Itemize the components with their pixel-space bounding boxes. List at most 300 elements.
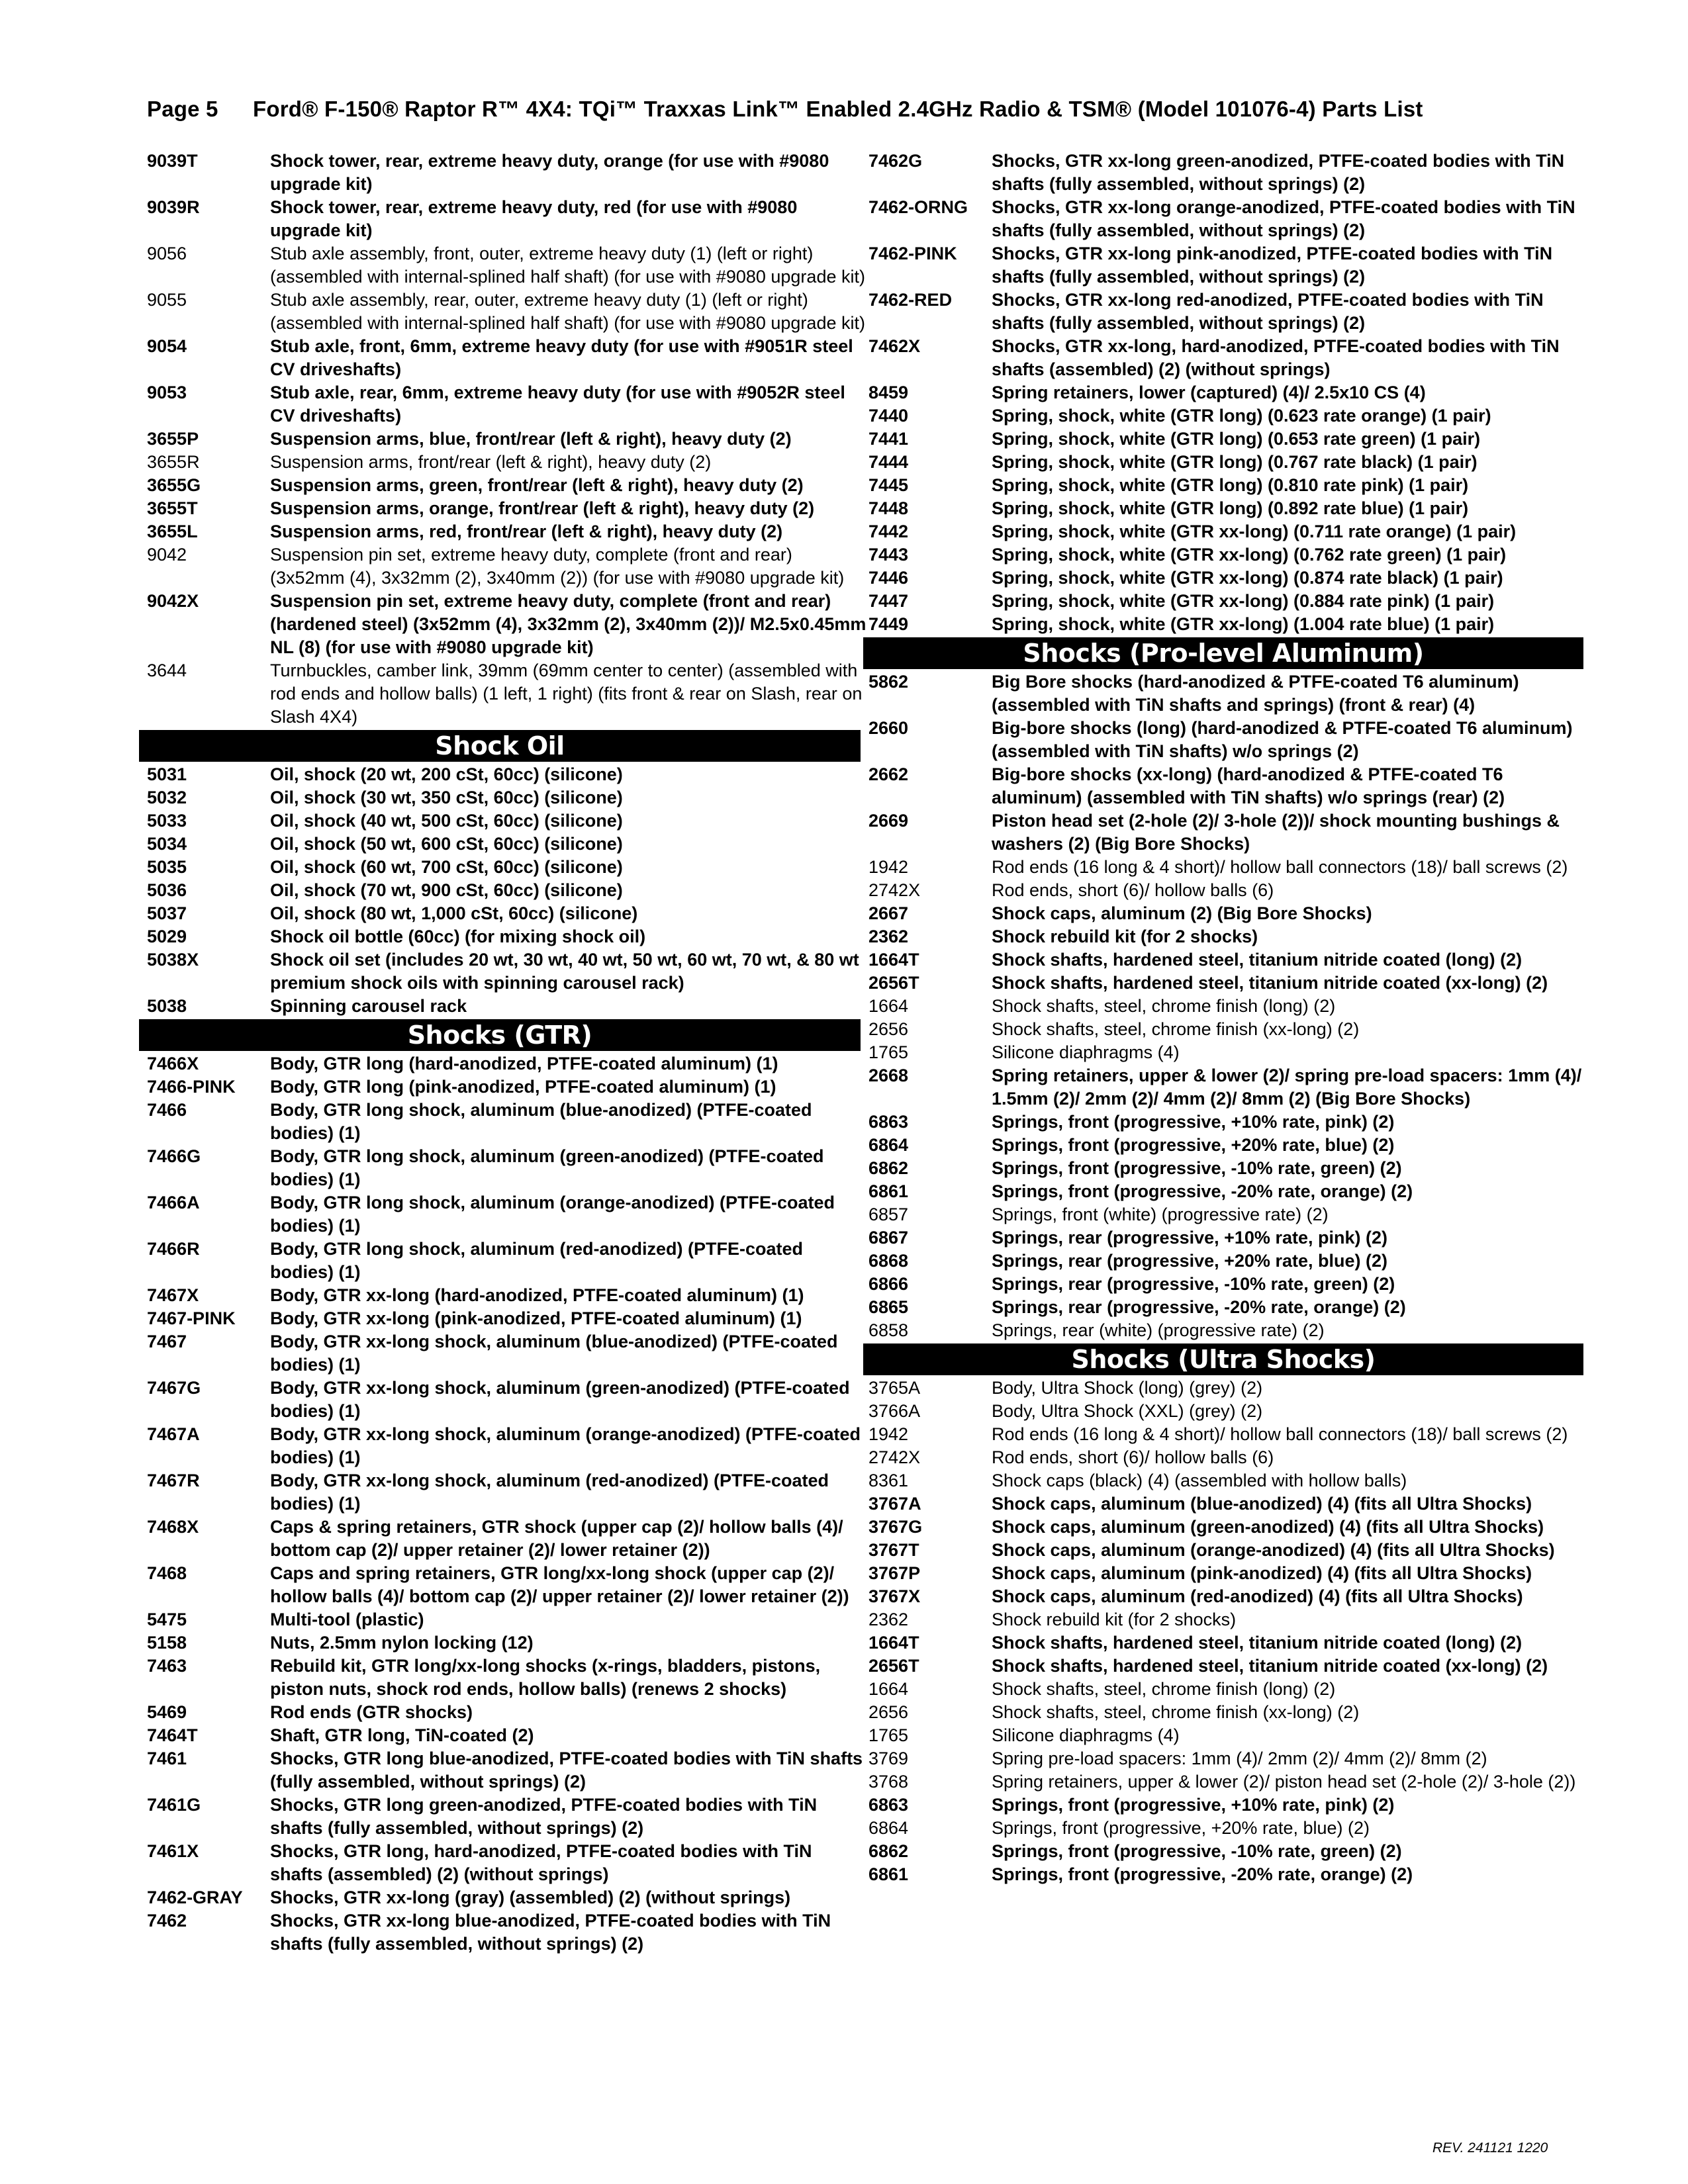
part-description: Spinning carousel rack — [270, 996, 467, 1016]
part-description: Shocks, GTR xx-long (gray) (assembled) (2) (without springs) — [270, 1888, 791, 1907]
part-description: Spring, shock, white (GTR xx-long) (0.762 rate green) (1 pair) — [992, 545, 1507, 565]
part-number: 7442 — [868, 522, 909, 541]
part-row — [868, 520, 1590, 543]
part-description: Rod ends (16 long & 4 short)/ hollow ball connectors (18)/ ball screws (2) — [992, 857, 1568, 877]
part-description: Stub axle, front, 6mm, extreme heavy duty (for use with #9051R steel CV driveshafts) — [270, 336, 853, 379]
part-description: Rebuild kit, GTR long/xx-long shocks (x-rings, bladders, pistons, piston nuts, shock rod ends, hollow balls) (renews 2 shocks) — [270, 1656, 821, 1699]
part-number: 3767P — [868, 1563, 921, 1583]
part-description: Shock shafts, hardened steel, titanium nitride coated (xx-long) (2) — [992, 973, 1548, 993]
section-banner: Shocks (GTR) — [139, 1019, 861, 1051]
part-row — [868, 1469, 1590, 1492]
part-number: 1664T — [868, 950, 919, 970]
part-number: 7464T — [147, 1725, 198, 1745]
part-row — [868, 404, 1590, 428]
part-description: Oil, shock (20 wt, 200 cSt, 60cc) (silicone) — [270, 764, 623, 784]
part-row — [147, 1655, 868, 1701]
part-row — [868, 1041, 1590, 1064]
part-description: Springs, rear (progressive, -20% rate, orange) (2) — [992, 1297, 1406, 1317]
part-row — [868, 1423, 1590, 1446]
part-number: 1664 — [868, 996, 909, 1016]
part-row — [868, 1539, 1590, 1562]
part-number: 7449 — [868, 614, 909, 634]
part-number: 3767X — [868, 1586, 921, 1606]
part-number: 7467 — [147, 1332, 187, 1351]
part-number: 9053 — [147, 383, 187, 402]
part-number: 7462-PINK — [868, 244, 957, 263]
part-number: 1942 — [868, 1424, 909, 1444]
part-number: 6867 — [868, 1228, 909, 1248]
part-number: 2668 — [868, 1066, 909, 1085]
part-number: 2669 — [868, 811, 909, 831]
part-row — [868, 717, 1590, 763]
part-row — [147, 474, 868, 497]
part-description: Shocks, GTR long, hard-anodized, PTFE-coated bodies with TiN shafts (assembled) (2) (without springs) — [270, 1841, 812, 1884]
part-number: 5029 — [147, 927, 187, 946]
section-banner: Shock Oil — [139, 730, 861, 762]
part-description: Stub axle assembly, rear, outer, extreme heavy duty (1) (left or right) (assembled with internal-splined half shaft) (for use with #9080 upgrade kit) — [270, 290, 865, 333]
part-description: Spring retainers, lower (captured) (4)/ 2.5x10 CS (4) — [992, 383, 1426, 402]
part-number: 9042 — [147, 545, 187, 565]
part-row — [868, 1319, 1590, 1342]
part-row — [868, 1631, 1590, 1655]
part-row — [147, 428, 868, 451]
part-row — [868, 1377, 1590, 1400]
part-row — [868, 1608, 1590, 1631]
part-number: 2362 — [868, 927, 909, 946]
part-row — [868, 150, 1590, 196]
part-row — [868, 335, 1590, 381]
part-description: Shocks, GTR xx-long blue-anodized, PTFE-coated bodies with TiN shafts (fully assembled, without springs) (2) — [270, 1911, 831, 1954]
part-row — [868, 497, 1590, 520]
part-description: Spring, shock, white (GTR xx-long) (0.884 rate pink) (1 pair) — [992, 591, 1495, 611]
part-number: 3655T — [147, 498, 198, 518]
part-description: Body, GTR long (hard-anodized, PTFE-coated aluminum) (1) — [270, 1054, 778, 1073]
part-description: Spring, shock, white (GTR long) (0.623 rate orange) (1 pair) — [992, 406, 1491, 426]
part-number: 7467-PINK — [147, 1308, 236, 1328]
part-number: 2660 — [868, 718, 909, 738]
part-row — [147, 856, 868, 879]
part-number: 7466R — [147, 1239, 200, 1259]
part-description: Rod ends (16 long & 4 short)/ hollow ball connectors (18)/ ball screws (2) — [992, 1424, 1568, 1444]
part-description: Springs, front (progressive, -10% rate, green) (2) — [992, 1158, 1402, 1178]
part-description: Body, GTR long (pink-anodized, PTFE-coated aluminum) (1) — [270, 1077, 776, 1097]
part-number: 7462-GRAY — [147, 1888, 243, 1907]
part-row — [868, 1585, 1590, 1608]
part-row — [868, 1180, 1590, 1203]
part-number: 5158 — [147, 1633, 187, 1653]
part-number: 3767T — [868, 1540, 919, 1560]
part-number: 3767A — [868, 1494, 921, 1514]
part-row — [147, 196, 868, 242]
part-number: 6857 — [868, 1205, 909, 1224]
part-description: Body, GTR xx-long shock, aluminum (blue-anodized) (PTFE-coated bodies) (1) — [270, 1332, 838, 1375]
part-row — [147, 497, 868, 520]
part-number: 6863 — [868, 1795, 909, 1815]
part-row — [147, 1747, 868, 1794]
part-row — [147, 1145, 868, 1191]
part-description: Rod ends (GTR shocks) — [270, 1702, 473, 1722]
part-row — [868, 196, 1590, 242]
part-description: Shock shafts, steel, chrome finish (xx-long) (2) — [992, 1702, 1360, 1722]
part-number: 6858 — [868, 1320, 909, 1340]
part-row — [147, 763, 868, 786]
part-description: Stub axle assembly, front, outer, extreme heavy duty (1) (left or right) (assembled with internal-splined half shaft) (for use with #9080 upgrade kit) — [270, 244, 865, 287]
part-description: Spring, shock, white (GTR xx-long) (0.874 rate black) (1 pair) — [992, 568, 1503, 588]
part-number: 7446 — [868, 568, 909, 588]
part-description: Springs, front (progressive, +10% rate, pink) (2) — [992, 1112, 1395, 1132]
part-description: Shocks, GTR xx-long green-anodized, PTFE-coated bodies with TiN shafts (fully assembled, without springs) (2) — [992, 151, 1565, 194]
part-description: Suspension arms, red, front/rear (left & right), heavy duty (2) — [270, 522, 783, 541]
part-description: Shock tower, rear, extreme heavy duty, red (for use with #9080 upgrade kit) — [270, 197, 798, 240]
part-row — [147, 520, 868, 543]
part-description: Shock shafts, hardened steel, titanium nitride coated (long) (2) — [992, 1633, 1523, 1653]
part-number: 6862 — [868, 1841, 909, 1861]
part-row — [868, 1273, 1590, 1296]
part-description: Multi-tool (plastic) — [270, 1610, 424, 1629]
part-row — [147, 590, 868, 659]
part-number: 2742X — [868, 880, 921, 900]
part-row — [147, 335, 868, 381]
part-row — [868, 1064, 1590, 1111]
part-row — [868, 763, 1590, 809]
part-description: Big-bore shocks (long) (hard-anodized & PTFE-coated T6 aluminum) (assembled with TiN shafts) w/o springs (2) — [992, 718, 1573, 761]
part-number: 5038X — [147, 950, 199, 970]
part-description: Shaft, GTR long, TiN-coated (2) — [270, 1725, 534, 1745]
part-row — [868, 1655, 1590, 1678]
part-row — [868, 428, 1590, 451]
part-number: 7462G — [868, 151, 923, 171]
part-number: 5031 — [147, 764, 187, 784]
part-description: Springs, rear (progressive, +10% rate, pink) (2) — [992, 1228, 1387, 1248]
part-row — [147, 1238, 868, 1284]
part-row — [147, 1794, 868, 1840]
part-number: 1765 — [868, 1725, 909, 1745]
part-number: 3655P — [147, 429, 199, 449]
part-description: Body, Ultra Shock (XXL) (grey) (2) — [992, 1401, 1263, 1421]
part-row — [147, 833, 868, 856]
part-row — [147, 925, 868, 948]
part-row — [868, 1701, 1590, 1724]
part-description: Suspension arms, orange, front/rear (left & right), heavy duty (2) — [270, 498, 815, 518]
part-number: 6861 — [868, 1864, 909, 1884]
part-number: 3765A — [868, 1378, 921, 1398]
part-number: 6868 — [868, 1251, 909, 1271]
part-description: Piston head set (2-hole (2)/ 3-hole (2))/ shock mounting bushings & washers (2) (Big Bore Shocks) — [992, 811, 1560, 854]
part-number: 5036 — [147, 880, 187, 900]
part-row — [868, 856, 1590, 879]
part-description: Big Bore shocks (hard-anodized & PTFE-coated T6 aluminum) (assembled with TiN shafts and springs) (front & rear) (4) — [992, 672, 1519, 715]
part-row — [868, 474, 1590, 497]
part-description: Springs, front (white) (progressive rate) (2) — [992, 1205, 1329, 1224]
part-number: 2362 — [868, 1610, 909, 1629]
part-number: 9055 — [147, 290, 187, 310]
part-row — [868, 1863, 1590, 1886]
part-number: 7467G — [147, 1378, 201, 1398]
part-row — [147, 995, 868, 1018]
part-description: Body, GTR xx-long shock, aluminum (orange-anodized) (PTFE-coated bodies) (1) — [270, 1424, 861, 1467]
part-description: Shocks, GTR xx-long pink-anodized, PTFE-coated bodies with TiN shafts (fully assembled, without springs) (2) — [992, 244, 1553, 287]
part-description: Body, GTR xx-long shock, aluminum (red-anodized) (PTFE-coated bodies) (1) — [270, 1471, 829, 1514]
part-number: 7462 — [147, 1911, 187, 1931]
part-number: 5037 — [147, 903, 187, 923]
part-description: Shock oil bottle (60cc) (for mixing shock oil) — [270, 927, 646, 946]
part-number: 2667 — [868, 903, 909, 923]
part-row — [868, 613, 1590, 636]
part-number: 3768 — [868, 1772, 909, 1792]
part-description: Spring retainers, upper & lower (2)/ piston head set (2-hole (2)/ 3-hole (2)) — [992, 1772, 1576, 1792]
part-row — [147, 879, 868, 902]
part-row — [147, 1099, 868, 1145]
part-number: 7443 — [868, 545, 909, 565]
part-description: Shock caps, aluminum (pink-anodized) (4) (fits all Ultra Shocks) — [992, 1563, 1532, 1583]
part-row — [147, 1284, 868, 1307]
part-number: 6861 — [868, 1181, 909, 1201]
part-number: 7468X — [147, 1517, 199, 1537]
part-number: 7462-RED — [868, 290, 953, 310]
part-row — [147, 1377, 868, 1423]
part-description: Shock caps, aluminum (blue-anodized) (4) (fits all Ultra Shocks) — [992, 1494, 1532, 1514]
part-number: 6863 — [868, 1112, 909, 1132]
part-number: 7466A — [147, 1193, 200, 1212]
part-row — [147, 1840, 868, 1886]
part-number: 3766A — [868, 1401, 921, 1421]
part-row — [868, 1446, 1590, 1469]
part-row — [868, 879, 1590, 902]
part-description: Shock rebuild kit (for 2 shocks) — [992, 1610, 1237, 1629]
part-row — [147, 1516, 868, 1562]
part-description: Springs, front (progressive, -20% rate, orange) (2) — [992, 1864, 1413, 1884]
part-row — [868, 1724, 1590, 1747]
part-number: 1942 — [868, 857, 909, 877]
part-description: Body, GTR xx-long shock, aluminum (green-anodized) (PTFE-coated bodies) (1) — [270, 1378, 850, 1421]
part-description: Body, GTR long shock, aluminum (blue-anodized) (PTFE-coated bodies) (1) — [270, 1100, 812, 1143]
part-row — [147, 1886, 868, 1909]
part-row — [868, 902, 1590, 925]
part-row — [868, 1840, 1590, 1863]
part-description: Shock shafts, steel, chrome finish (long) (2) — [992, 1679, 1336, 1699]
part-description: Body, GTR long shock, aluminum (green-anodized) (PTFE-coated bodies) (1) — [270, 1146, 824, 1189]
part-row — [147, 543, 868, 590]
part-description: Body, GTR xx-long (pink-anodized, PTFE-coated aluminum) (1) — [270, 1308, 802, 1328]
part-number: 5033 — [147, 811, 187, 831]
part-row — [868, 995, 1590, 1018]
part-description: Body, GTR xx-long (hard-anodized, PTFE-coated aluminum) (1) — [270, 1285, 804, 1305]
part-description: Springs, front (progressive, +20% rate, blue) (2) — [992, 1135, 1395, 1155]
part-description: Body, Ultra Shock (long) (grey) (2) — [992, 1378, 1263, 1398]
part-row — [868, 972, 1590, 995]
part-number: 7467X — [147, 1285, 199, 1305]
part-number: 5035 — [147, 857, 187, 877]
part-number: 9054 — [147, 336, 187, 356]
part-description: Springs, rear (white) (progressive rate) (2) — [992, 1320, 1325, 1340]
part-description: Oil, shock (70 wt, 900 cSt, 60cc) (silicone) — [270, 880, 623, 900]
part-description: Spring, shock, white (GTR xx-long) (0.711 rate orange) (1 pair) — [992, 522, 1517, 541]
part-number: 7445 — [868, 475, 909, 495]
part-description: Shock shafts, hardened steel, titanium nitride coated (xx-long) (2) — [992, 1656, 1548, 1676]
part-description: Spring, shock, white (GTR xx-long) (1.004 rate blue) (1 pair) — [992, 614, 1495, 634]
part-row — [868, 1562, 1590, 1585]
part-number: 7447 — [868, 591, 909, 611]
part-row — [147, 1608, 868, 1631]
part-number: 7467A — [147, 1424, 200, 1444]
part-number: 7461 — [147, 1749, 187, 1768]
part-number: 7461G — [147, 1795, 201, 1815]
part-row — [868, 1817, 1590, 1840]
part-description: Spring pre-load spacers: 1mm (4)/ 2mm (2)/ 4mm (2)/ 8mm (2) — [992, 1749, 1487, 1768]
part-number: 5032 — [147, 788, 187, 807]
part-description: Silicone diaphragms (4) — [992, 1042, 1180, 1062]
part-description: Caps and spring retainers, GTR long/xx-long shock (upper cap (2)/ hollow balls (4)/ bottom cap (2)/ upper retainer (2)/ lower retainer (2)) — [270, 1563, 849, 1606]
part-number: 2656 — [868, 1702, 909, 1722]
part-row — [147, 948, 868, 995]
part-row — [868, 567, 1590, 590]
part-description: Body, GTR long shock, aluminum (orange-anodized) (PTFE-coated bodies) (1) — [270, 1193, 835, 1236]
part-description: Stub axle, rear, 6mm, extreme heavy duty (for use with #9052R steel CV driveshafts) — [270, 383, 845, 426]
revision-note: REV. 241121 1220 — [1432, 2140, 1548, 2156]
part-row — [868, 1134, 1590, 1157]
part-number: 9056 — [147, 244, 187, 263]
part-row — [147, 1191, 868, 1238]
part-row — [868, 1157, 1590, 1180]
part-row — [868, 1492, 1590, 1516]
part-description: Spring, shock, white (GTR long) (0.653 rate green) (1 pair) — [992, 429, 1481, 449]
parts-column-right — [868, 150, 1590, 1886]
part-row — [147, 1469, 868, 1516]
part-description: Shock caps, aluminum (red-anodized) (4) (fits all Ultra Shocks) — [992, 1586, 1523, 1606]
part-description: Suspension pin set, extreme heavy duty, complete (front and rear) (3x52mm (4), 3x32mm (2), 3x40mm (2)) (for use with #9080 upgrade kit) — [270, 545, 845, 588]
part-number: 5862 — [868, 672, 909, 692]
part-row — [868, 1250, 1590, 1273]
part-number: 9039R — [147, 197, 200, 217]
part-row — [147, 1701, 868, 1724]
part-row — [147, 786, 868, 809]
part-description: Rod ends, short (6)/ hollow balls (6) — [992, 880, 1274, 900]
part-description: Springs, front (progressive, -20% rate, orange) (2) — [992, 1181, 1413, 1201]
part-number: 1765 — [868, 1042, 909, 1062]
part-description: Spring, shock, white (GTR long) (0.810 rate pink) (1 pair) — [992, 475, 1469, 495]
part-number: 7463 — [147, 1656, 187, 1676]
part-row — [147, 1423, 868, 1469]
part-number: 7461X — [147, 1841, 199, 1861]
part-description: Springs, rear (progressive, -10% rate, green) (2) — [992, 1274, 1395, 1294]
part-description: Oil, shock (40 wt, 500 cSt, 60cc) (silicone) — [270, 811, 623, 831]
part-row — [868, 1794, 1590, 1817]
part-number: 3655R — [147, 452, 200, 472]
part-row — [868, 543, 1590, 567]
part-description: Shock shafts, steel, chrome finish (long) (2) — [992, 996, 1336, 1016]
part-description: Spring, shock, white (GTR long) (0.767 rate black) (1 pair) — [992, 452, 1477, 472]
part-row — [868, 590, 1590, 613]
part-row — [147, 150, 868, 196]
part-number: 2662 — [868, 764, 909, 784]
part-number: 7466G — [147, 1146, 201, 1166]
part-row — [868, 1226, 1590, 1250]
parts-column-left — [147, 150, 868, 1956]
part-row — [868, 242, 1590, 289]
part-row — [147, 1562, 868, 1608]
part-description: Turnbuckles, camber link, 39mm (69mm center to center) (assembled with rod ends and hollow balls) (1 left, 1 right) (fits front & rear on Slash, rear on Slash 4X4) — [270, 660, 863, 727]
part-description: Springs, rear (progressive, +20% rate, blue) (2) — [992, 1251, 1387, 1271]
section-banner: Shocks (Ultra Shocks) — [863, 1343, 1583, 1375]
part-row — [868, 1400, 1590, 1423]
part-number: 7448 — [868, 498, 909, 518]
part-number: 6864 — [868, 1818, 909, 1838]
part-row — [868, 1770, 1590, 1794]
part-number: 7441 — [868, 429, 909, 449]
part-description: Shock tower, rear, extreme heavy duty, orange (for use with #9080 upgrade kit) — [270, 151, 829, 194]
part-number: 5475 — [147, 1610, 187, 1629]
part-number: 9042X — [147, 591, 199, 611]
part-description: Shocks, GTR long blue-anodized, PTFE-coated bodies with TiN shafts (fully assembled, without springs) (2) — [270, 1749, 863, 1792]
part-description: Oil, shock (80 wt, 1,000 cSt, 60cc) (silicone) — [270, 903, 638, 923]
part-description: Shock shafts, steel, chrome finish (xx-long) (2) — [992, 1019, 1360, 1039]
part-number: 9039T — [147, 151, 198, 171]
part-description: Springs, front (progressive, +10% rate, pink) (2) — [992, 1795, 1395, 1815]
part-row — [147, 1307, 868, 1330]
section-banner: Shocks (Pro-level Aluminum) — [863, 637, 1583, 669]
part-number: 7466 — [147, 1100, 187, 1120]
part-number: 7466-PINK — [147, 1077, 236, 1097]
part-row — [868, 948, 1590, 972]
part-description: Oil, shock (50 wt, 600 cSt, 60cc) (silicone) — [270, 834, 623, 854]
part-description: Oil, shock (30 wt, 350 cSt, 60cc) (silicone) — [270, 788, 623, 807]
part-description: Spring retainers, upper & lower (2)/ spring pre-load spacers: 1mm (4)/ 1.5mm (2)/ 2mm (2)/ 4mm (2)/ 8mm (2) (Big Bore Shocks) — [992, 1066, 1582, 1109]
part-row — [868, 381, 1590, 404]
part-number: 3644 — [147, 660, 187, 680]
part-row — [147, 809, 868, 833]
part-description: Shock caps (black) (4) (assembled with hollow balls) — [992, 1471, 1407, 1490]
part-row — [868, 925, 1590, 948]
part-row — [868, 809, 1590, 856]
part-number: 5034 — [147, 834, 187, 854]
page-title: Ford® F-150® Raptor R™ 4X4: TQi™ Traxxas Link™ Enabled 2.4GHz Radio & TSM® (Model 101076-4) Parts List — [253, 97, 1423, 121]
part-number: 8459 — [868, 383, 909, 402]
part-description: Shock caps, aluminum (2) (Big Bore Shocks) — [992, 903, 1372, 923]
part-row — [147, 242, 868, 289]
part-row — [868, 289, 1590, 335]
part-number: 7467R — [147, 1471, 200, 1490]
part-number: 7444 — [868, 452, 909, 472]
part-number: 6864 — [868, 1135, 909, 1155]
part-row — [147, 451, 868, 474]
part-description: Shock shafts, hardened steel, titanium nitride coated (long) (2) — [992, 950, 1523, 970]
part-description: Shock rebuild kit (for 2 shocks) — [992, 927, 1258, 946]
part-description: Body, GTR long shock, aluminum (red-anodized) (PTFE-coated bodies) (1) — [270, 1239, 804, 1282]
part-number: 7468 — [147, 1563, 187, 1583]
part-row — [868, 670, 1590, 717]
part-number: 6866 — [868, 1274, 909, 1294]
part-description: Suspension pin set, extreme heavy duty, complete (front and rear) (hardened steel) (3x52mm (4), 3x32mm (2), 3x40mm (2))/ M2.5x0.45mm NL (8) (for use with #9080 upgrade kit) — [270, 591, 867, 657]
part-number: 2656T — [868, 973, 919, 993]
part-description: Shock oil set (includes 20 wt, 30 wt, 40 wt, 50 wt, 60 wt, 70 wt, & 80 wt premium shock oils with spinning carousel rack) — [270, 950, 859, 993]
part-number: 8361 — [868, 1471, 909, 1490]
part-number: 1664 — [868, 1679, 909, 1699]
part-description: Shocks, GTR xx-long, hard-anodized, PTFE-coated bodies with TiN shafts (assembled) (2) (without springs) — [992, 336, 1560, 379]
part-number: 7466X — [147, 1054, 199, 1073]
part-description: Suspension arms, green, front/rear (left & right), heavy duty (2) — [270, 475, 804, 495]
part-row — [868, 1516, 1590, 1539]
part-description: Suspension arms, blue, front/rear (left & right), heavy duty (2) — [270, 429, 792, 449]
part-row — [868, 1678, 1590, 1701]
part-number: 7462-ORNG — [868, 197, 968, 217]
part-number: 6865 — [868, 1297, 909, 1317]
part-row — [147, 659, 868, 729]
part-row — [147, 902, 868, 925]
part-row — [147, 1631, 868, 1655]
part-description: Shock caps, aluminum (green-anodized) (4) (fits all Ultra Shocks) — [992, 1517, 1544, 1537]
part-description: Shocks, GTR xx-long red-anodized, PTFE-coated bodies with TiN shafts (fully assembled, without springs) (2) — [992, 290, 1544, 333]
part-number: 3769 — [868, 1749, 909, 1768]
